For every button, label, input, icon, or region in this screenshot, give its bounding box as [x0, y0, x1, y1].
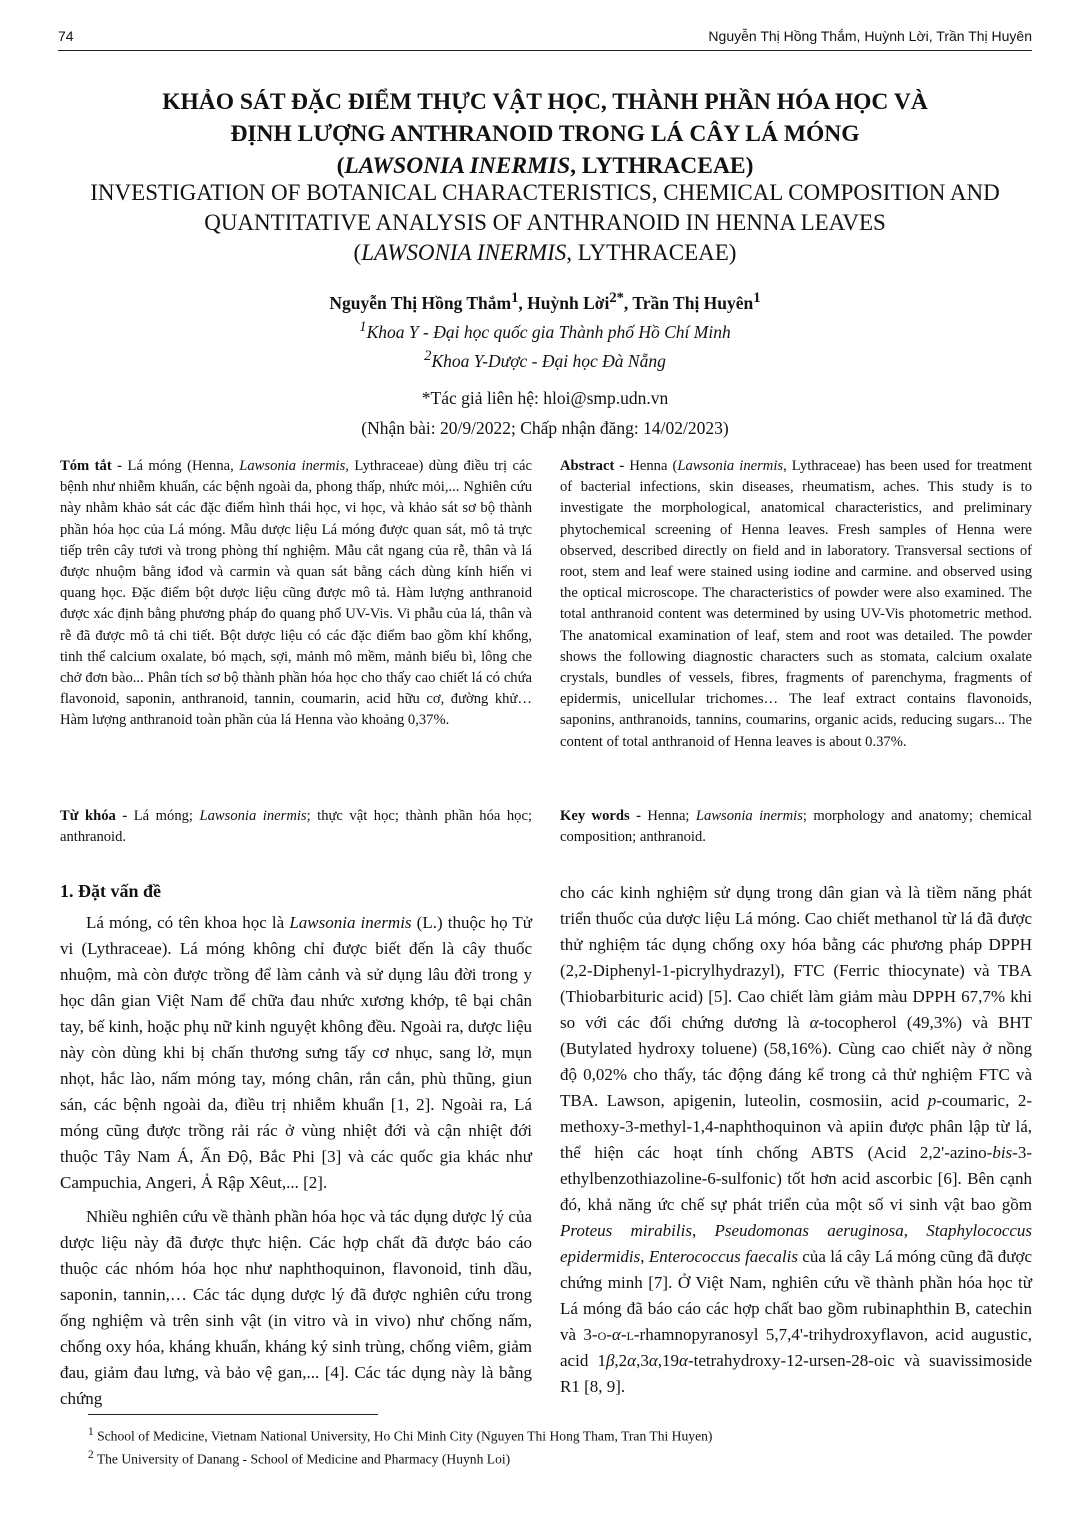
- author-name: Huỳnh Lời: [527, 292, 610, 313]
- paragraph: Lá móng, có tên khoa học là Lawsonia inermis (L.) thuộc họ Tử vi (Lythraceae). Lá móng không chỉ được biết đến là cây thuốc nhuộm, mà còn được trồng để làm cảnh và sử dụng lâu đời trong y học dân gian Việt Nam để chữa đau nhức xương khớp, tê bại chân tay, bế kinh, hoặc phụ nữ kinh nguyệt không đều. Ngoài ra, dược liệu này còn dùng khi bị chấn thương sưng tấy cơ nhục, sang lở, mụn nhọt, hắc lào, nấm móng tay, móng chân, rắn cắn, phù thũng, giun sán, các bệnh ngoài da, điều trị nhiễm khuẩn [1, 2]. Ngoài ra, Lá móng cũng được trồng rải rác ở vùng nhiệt đới và cận nhiệt đới thuộc Tây Nam Á, Ấn Độ, Bắc Phi [3] và các quốc gia khác như Campuchia, Angeri, Ả Rập Xêut,... [2].: [60, 913, 532, 1192]
- page-number: 74: [58, 28, 74, 44]
- author-name: Trần Thị Huyên: [632, 292, 754, 313]
- author-affiliation-mark: 2*: [609, 290, 624, 306]
- running-header: [58, 28, 1032, 48]
- title-vietnamese: [60, 86, 1030, 182]
- abstract-vi-label: Tóm tắt -: [60, 458, 128, 474]
- author-affiliation-mark: 1: [753, 290, 761, 306]
- author-list: Nguyễn Thị Hồng Thắm$^1$, Huỳnh Lời$^{2*}$, Trần Thị Huyên$^1$: [329, 290, 761, 313]
- title-en-line-2: QUANTITATIVE ANALYSIS OF ANTHRANOID IN HENNA LEAVES: [204, 210, 886, 235]
- author-name: Nguyễn Thị Hồng Thắm: [329, 292, 512, 313]
- keywords-vi: Từ khóa - Lá móng; Lawsonia inermis; thực vật học; thành phần hóa học; anthranoid.: [60, 808, 533, 846]
- title-vi-line-1: KHẢO SÁT ĐẶC ĐIỂM THỰC VẬT HỌC, THÀNH PHẦN HÓA HỌC VÀ: [162, 89, 928, 115]
- keywords-en-label: Key words -: [560, 808, 648, 824]
- paragraph-continued: cho các kinh nghiệm sử dụng trong dân gian và là tiềm năng phát triển thuốc của dược liệu Lá móng. Cao chiết methanol từ lá đã được thử nghiệm tác dụng chống oxy hóa bằng các phương pháp DPPH (2,2-Diphenyl-1-picrylhydrazyl), FTC (Ferric thiocynate) và TBA (Thiobarbituric acid) [5]. Cao chiết làm giảm màu DPPH 67,7% khi so với các đối chứng dương là α-tocopherol (49,3%) và BHT (Butylated hydroxy toluene) (58,16%). Cùng cao chiết này ở nồng độ 0,02% cho thấy, tác động đáng kể trong cả thử nghiệm FTC và TBA. Lawson, apigenin, luteolin, cosmosiin, acid p-coumaric, 2-methoxy-3-methyl-1,4-naphthoquinon và apiin được phân lập từ lá, thể hiện các hoạt tính chống ABTS (Acid 2,2'-azino-bis-3-ethylbenzothiazoline-6-sulfonic) tốt hơn acid ascorbic [6]. Bên cạnh đó, khả năng ức chế sự phát triển của một số vi sinh vật bao gồm Proteus mirabilis, Pseudomonas aeruginosa, Staphylococcus epidermidis, Enterococcus faecalis của lá cây Lá móng cũng đã được chứng minh [7]. Ở Việt Nam, nghiên cứu về thành phần hóa học từ Lá móng đã báo cáo các hợp chất bao gồm rubinaphthin B, catechin và 3-o-α-l-rhamnopyranosyl 5,7,4'-trihydroxyflavon, acid augustic, acid 1β,2α,3α,19α-tetrahydroxy-12-ursen-28-oic và suavissimoside R1 [8, 9].: [560, 883, 1033, 1396]
- section-1-left: [60, 878, 532, 1412]
- section-1-right: [560, 880, 1032, 1400]
- submission-dates: (Nhận bài: 20/9/2022; Chấp nhận đăng: 14/02/2023): [361, 418, 729, 439]
- footnote: $^2$ The University of Danang - School of Medicine and Pharmacy (Huynh Loi): [88, 1448, 511, 1467]
- paragraph: Nhiều nghiên cứu về thành phần hóa học và tác dụng dược lý của dược liệu này đã được thực hiện. Các hợp chất đã được báo cáo thuộc các nhóm hóa học như naphthoquinon, flavonoid, tinh dầu, saponin, tannin,… Các tác dụng dược lý đã được nghiên cứu trong ống nghiệm và trên sinh vật (in vitro và in vivo) như chống nấm, chống oxy hóa, kháng khuẩn, kháng ký sinh trùng, chống viêm, giảm đau, giảm đau lưng, và bảo vệ gan,... [4]. Các tác dụng này là bằng chứng: [60, 1207, 532, 1408]
- footnotes: [88, 1423, 1028, 1468]
- author-affiliation-mark: 1: [511, 290, 519, 306]
- title-vi-line-3: (LAWSONIA INERMIS, LYTHRACEAE): [336, 153, 754, 179]
- affiliation-1: $^1$Khoa Y - Đại học quốc gia Thành phố Hồ Chí Minh: [359, 318, 731, 342]
- title-vi-line-2: ĐỊNH LƯỢNG ANTHRANOID TRONG LÁ CÂY LÁ MÓNG: [230, 121, 860, 147]
- section-heading: 1. Đặt vấn đề: [60, 881, 162, 901]
- keywords-vi-label: Từ khóa -: [60, 808, 134, 824]
- abstract-en-label: Abstract -: [560, 458, 630, 474]
- abstract-en: Abstract - Henna (Lawsonia inermis, Lythraceae) has been used for treatment of bacterial infections, skin diseases, rheumatism, aches. This study is to investigate the morphological, anatomical characteristics, and preliminary phytochemical screening of Henna leaves. Fresh samples of Henna were observed, described directly on field and in laboratory. Transversal sections of root, stem and leaf were stained using iodine and carmine. and observed using the optical microscope. The characteristics of powder were also examined. The total anthranoid content was determined by using UV-Vis photometric method. The anatomical examination of leaf, stem and root was detailed. The powder shows the following diagnostic characters such as stomata, calcium oxalate crystals, bundles of vessels, fibres, fragments of parenchyma, fragments of epidermis, unicellular trichomes… The leaf extract contains flavonoids, saponins, anthranoids, tannins, coumarins, organic acids, reducing sugars... The content of total anthranoid of Henna leaves is about 0.37%.: [560, 458, 1033, 750]
- title-en-line-3: (LAWSONIA INERMIS, LYTHRACEAE): [353, 240, 737, 265]
- title-en-species: LAWSONIA INERMIS: [361, 240, 567, 265]
- corresponding-author: *Tác giả liên hệ: hloi@smp.udn.vn: [421, 388, 669, 409]
- footnote-rule: [88, 1414, 378, 1415]
- abstract-vi: Tóm tắt - Lá móng (Henna, Lawsonia inermis, Lythraceae) dùng điều trị các bệnh như nhiễm khuẩn, các bệnh ngoài da, phong thấp, nhức mỏi,... Nghiên cứu này nhằm khảo sát các đặc điểm hình thái học, vi học, và khảo sát sơ bộ thành phần hóa học của Lá móng. Mẫu dược liệu Lá móng được quan sát, mô tả trực tiếp trên cây tươi và trong phòng thí nghiệm. Mẫu cắt ngang của rễ, thân và lá được nhuộm bằng iđod và carmin và quan sát bằng cách dùng kính hiển vi quang học. Đặc điểm bột dược liệu cũng được mô tả. Hàm lượng anthranoid được xác định bằng phương pháp đo quang phổ UV-Vis. Vi phẫu của lá, thân và rễ đã được mô tả chi tiết. Bột dược liệu có các đặc điểm bao gồm khí khổng, tinh thể calcium oxalate, bó mạch, sợi, mảnh mô mềm, mảnh biểu bì, lông che chở đơn bào... Phân tích sơ bộ thành phần hóa học cho thấy cao chiết lá có chứa flavonoid, saponin, anthranoid, tannin, coumarin, acid hữu cơ, đường khử… Hàm lượng anthranoid toàn phần của lá Henna vào khoảng 0,37%.: [60, 458, 532, 729]
- keywords-en: Key words - Henna; Lawsonia inermis; morphology and anatomy; chemical composition; anthranoid.: [560, 808, 1032, 846]
- running-authors: Nguyễn Thị Hồng Thắm, Huỳnh Lời, Trần Thị Huyên: [708, 28, 1032, 44]
- header-rule: [58, 50, 1032, 51]
- title-vi-species: LAWSONIA INERMIS: [344, 153, 571, 179]
- authors-block: [60, 286, 1030, 440]
- title-en-line-1: INVESTIGATION OF BOTANICAL CHARACTERISTICS, CHEMICAL COMPOSITION AND: [90, 180, 1000, 205]
- affiliation-2: $^2$Khoa Y-Dược - Đại học Đà Nẵng: [424, 347, 666, 371]
- footnote: $^1$ School of Medicine, Vietnam National University, Ho Chi Minh City (Nguyen Thi Hong Tham, Tran Thi Huyen): [88, 1426, 713, 1444]
- title-english: [45, 178, 1045, 268]
